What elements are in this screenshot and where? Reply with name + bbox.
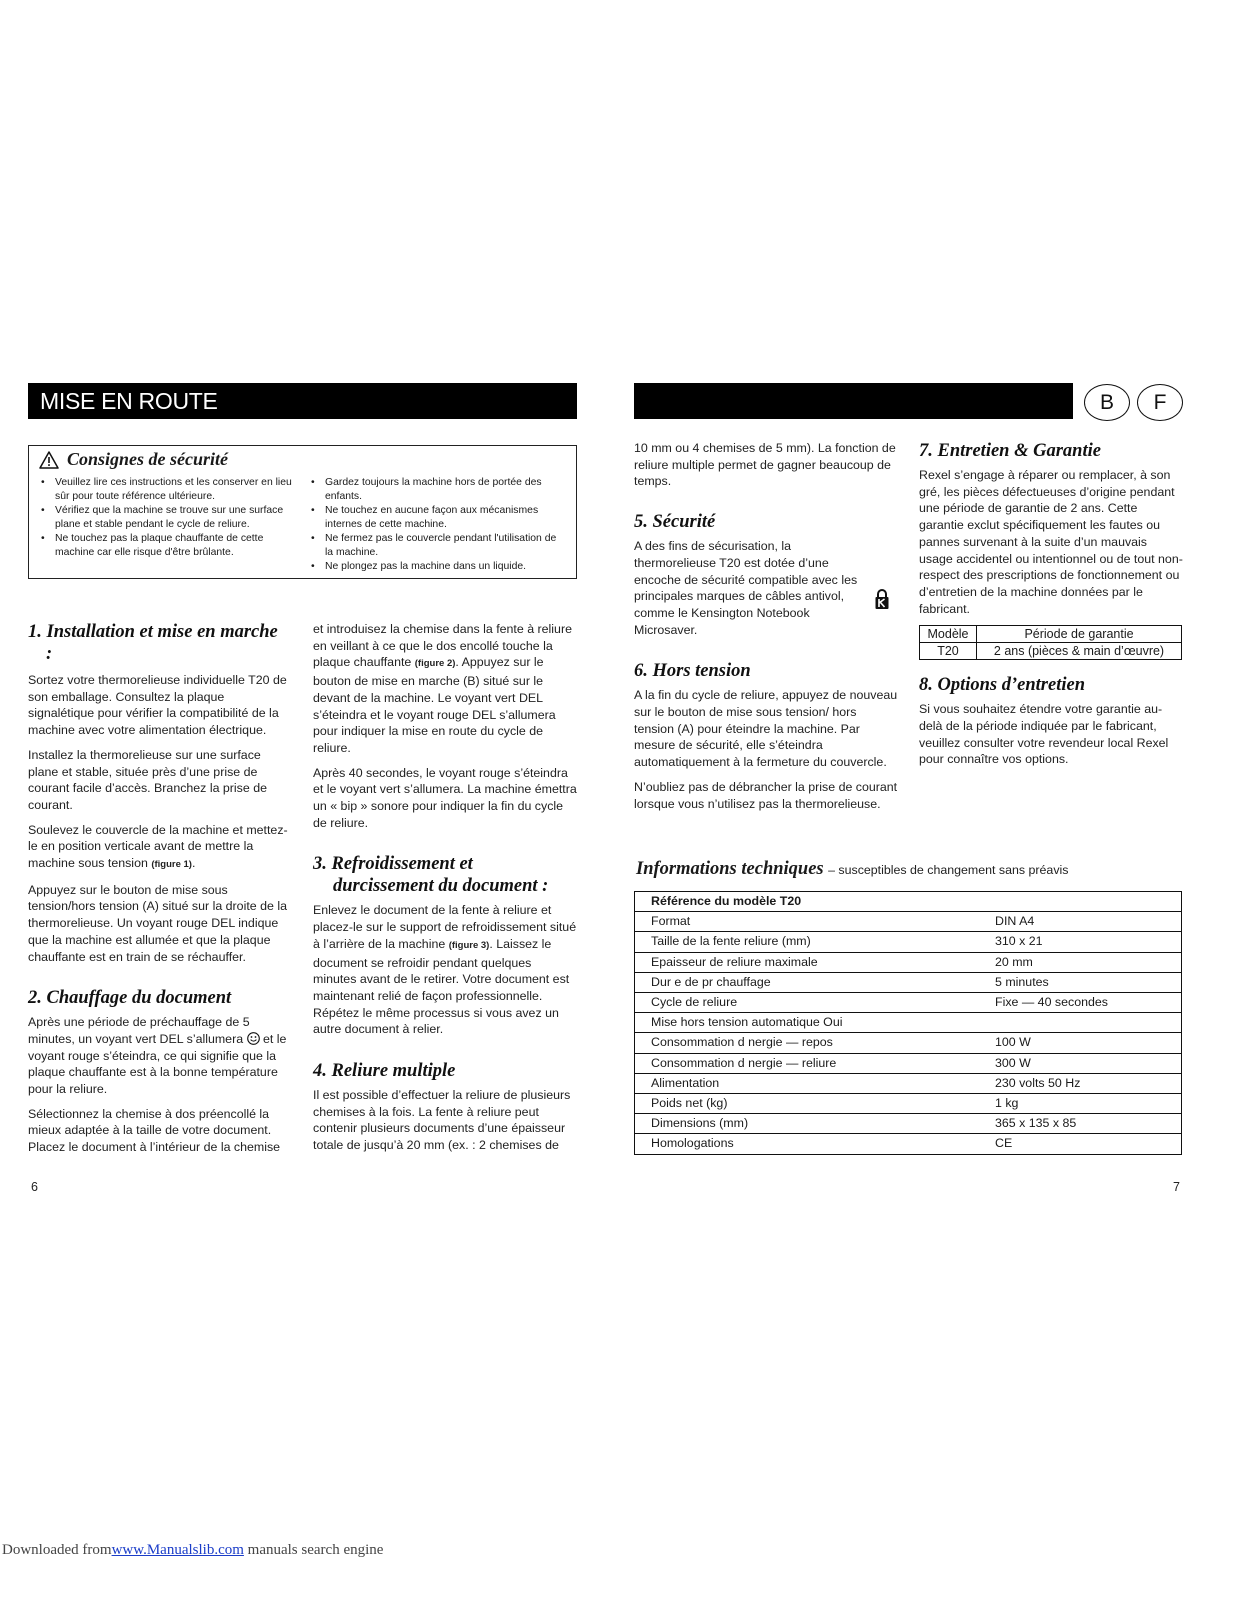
tech-title: Informations techniques — [636, 859, 824, 879]
section-1-title: 1. Installation et mise en marche : — [28, 622, 278, 664]
spec-value: 5 minutes — [995, 972, 1182, 992]
lang-badge-f: F — [1137, 384, 1183, 421]
section-1-paragraph: Installez la thermorelieuse sur une surface plane et stable, située près d’une prise de courant facile d’accès. Branchez la prise de courant. — [28, 747, 267, 812]
table-cell: T20 — [920, 643, 977, 660]
smiley-icon — [247, 1032, 260, 1045]
column-4 — [919, 440, 1184, 776]
spec-label: Homologations — [635, 1134, 996, 1154]
spec-label: Epaisseur de reliure maximale — [635, 952, 996, 972]
section-8-paragraph: Si vous souhaitez étendre votre garantie au-delà de la période indiquée par le fabricant, veuillez consulter votre revendeur local Rexel pour connaître vos options. — [919, 702, 1169, 767]
right-header-bar — [634, 383, 1073, 419]
table-header-cell: Période de garantie — [977, 626, 1182, 643]
spec-label: Cycle de reliure — [635, 993, 996, 1013]
safety-box — [28, 445, 577, 579]
safety-title: Consignes de sécurité — [67, 449, 229, 469]
table-row — [635, 1094, 1182, 1114]
table-row — [920, 626, 1182, 643]
table-row — [635, 1033, 1182, 1053]
spec-label: Dur e de pr chauffage — [635, 972, 996, 992]
list-item: • Ne touchez pas la plaque chauffante de cette machine car elle risque d'être brûlante. — [31, 532, 299, 559]
table-row — [635, 1073, 1182, 1093]
table-row — [920, 643, 1182, 660]
tech-table-header: Référence du modèle T20 — [635, 892, 1182, 912]
tech-heading — [636, 859, 1068, 880]
tech-table-wrap — [634, 891, 1182, 1155]
section-6-paragraph: N’oubliez pas de débrancher la prise de courant lorsque vous n’utilisez pas la thermorelieuse. — [634, 779, 898, 811]
left-header-title: MISE EN ROUTE — [40, 388, 218, 414]
safety-list-right — [301, 476, 563, 575]
table-cell: 2 ans (pièces & main d’œuvre) — [977, 643, 1182, 660]
spec-value: CE — [995, 1134, 1182, 1154]
page-number-left: 6 — [31, 1180, 38, 1194]
spec-label: Consommation d nergie — repos — [635, 1033, 996, 1053]
spec-label: Mise hors tension automatique Oui — [635, 1013, 996, 1033]
table-header-cell: Modèle — [920, 626, 977, 643]
spec-value: 300 W — [995, 1053, 1182, 1073]
section-6-paragraph: A la fin du cycle de reliure, appuyez de nouveau sur le bouton de mise sous tension/ hors tension (A) pour éteindre la machine. Par mesure de sécurité, elle s’éteindra automatiquement à la fermeture du couvercle. — [634, 688, 898, 770]
table-row — [635, 952, 1182, 972]
warranty-table — [919, 625, 1182, 660]
section-1-paragraph: Appuyez sur le bouton de mise sous tension/hors tension (A) situé sur la droite de la thermorelieuse. Un voyant rouge DEL indique que la machine est allumée et que la plaque chauffante est en train de se réchauffer. — [28, 882, 287, 964]
spec-label: Poids net (kg) — [635, 1094, 996, 1114]
section-1-paragraph: Sortez votre thermorelieuse individuelle T20 de son emballage. Consultez la plaque signalétique pour vérifier la compatibilité de la machine avec votre alimentation électrique. — [28, 673, 287, 738]
column-3 — [634, 440, 899, 820]
section-1-paragraph: Soulevez le couvercle de la machine et mettez-le en position verticale avant de mettre la machine sous tension (figure 1). — [28, 822, 288, 871]
table-row — [635, 1134, 1182, 1154]
spec-value: 365 x 135 x 85 — [995, 1114, 1182, 1134]
section-3-title: 3. Refroidissement et durcissement du document : — [313, 854, 549, 897]
section-2-title: 2. Chauffage du document — [28, 988, 232, 1009]
section-7-paragraph: Rexel s’engage à réparer ou remplacer, à son gré, les pièces défectueuses d’origine pendant une période de garantie de 2 ans. Cette garantie exclut spécifiquement les fautes ou pannes survenant à la suite d’un mauvais usage accidentel ou intentionnel ou de tout non-respect des prescriptions de fonctionnement ou d’entretien de la machine données par le fabricant. — [919, 468, 1183, 616]
table-row — [635, 1114, 1182, 1134]
list-item: • Ne touchez en aucune façon aux mécanismes internes de cette machine. — [301, 504, 563, 531]
spec-value: 20 mm — [995, 952, 1182, 972]
column-3-paragraph: 10 mm ou 4 chemises de 5 mm). La fonction de reliure multiple permet de gagner beaucoup de temps. — [634, 441, 896, 489]
section-2-paragraph: Après une période de préchauffage de 5 minutes, un voyant vert DEL s’allumera et le voyant rouge s’éteindra, ce qui signifie que la plaque chauffante est à la bonne température pour la reliure. — [28, 1015, 287, 1097]
safety-list-left — [31, 476, 299, 560]
spec-value — [995, 1013, 1182, 1033]
figure-ref: (figure 3) — [448, 939, 490, 951]
spec-label: Taille de la fente reliure (mm) — [635, 932, 996, 952]
spec-label: Alimentation — [635, 1073, 996, 1093]
spec-label: Format — [635, 912, 996, 932]
page-number-right: 7 — [1173, 1180, 1180, 1194]
table-row — [635, 932, 1182, 952]
spec-label: Consommation d nergie — reliure — [635, 1053, 996, 1073]
list-item: • Vérifiez que la machine se trouve sur une surface plane et stable pendant le cycle de reliure. — [31, 504, 299, 531]
section-5-paragraph: A des fins de sécurisation, la thermorelieuse T20 est dotée d’une encoche de sécurité compatible avec les principales marques de câbles antivol, comme le Kensington Notebook Microsaver. — [634, 539, 858, 637]
list-item: • Gardez toujours la machine hors de portée des enfants. — [301, 476, 563, 503]
spec-value: 230 volts 50 Hz — [995, 1073, 1182, 1093]
spec-value: 100 W — [995, 1033, 1182, 1053]
list-item: • Veuillez lire ces instructions et les conserver en lieu sûr pour toute référence ultérieure. — [31, 476, 299, 503]
spec-value: 1 kg — [995, 1094, 1182, 1114]
table-row — [635, 1053, 1182, 1073]
figure-ref: (figure 2) — [414, 658, 456, 670]
warning-icon — [39, 451, 59, 469]
spec-label: Dimensions (mm) — [635, 1114, 996, 1134]
table-row — [635, 912, 1182, 932]
safety-heading — [39, 449, 228, 470]
spec-value: Fixe — 40 secondes — [995, 993, 1182, 1013]
kensington-lock-icon — [874, 588, 890, 610]
spec-value: DIN A4 — [995, 912, 1182, 932]
download-footer — [2, 1542, 383, 1559]
section-5-title: 5. Sécurité — [634, 512, 716, 533]
figure-ref: (figure 1) — [151, 859, 192, 871]
footer-prefix: Downloaded from — [2, 1542, 112, 1558]
section-7-title: 7. Entretien & Garantie — [919, 441, 1101, 461]
tech-table — [634, 891, 1182, 1155]
footer-suffix: manuals search engine — [247, 1542, 384, 1558]
column-2-paragraph: Après 40 secondes, le voyant rouge s’éteindra et le voyant vert s’allumera. La machine émettra un « bip » sonore pour indiquer la fin du cycle de reliure. — [313, 765, 577, 830]
section-2-paragraph: Sélectionnez la chemise à dos préencollé la mieux adaptée à la taille de votre document. Placez le document à l’intérieur de la chemise — [28, 1106, 281, 1155]
section-4-paragraph: Il est possible d’effectuer la reliure de plusieurs chemises à la fois. La fente à reliure peut contenir plusieurs documents d’une épaisseur totale de jusqu’à 20 mm (ex. : 2 chemises de — [313, 1088, 571, 1153]
column-2-paragraph: et introduisez la chemise dans la fente à reliure en veillant à ce que le dos encollé touche la plaque chauffante (figure 2). Appuyez sur le bouton de mise en marche (B) situé sur le devant de la machine. Le voyant vert DEL s’éteindra et le voyant rouge DEL s’allumera pour indiquer la mise en route du cycle de reliure. — [313, 622, 572, 755]
list-item: • Ne fermez pas le couvercle pendant l'utilisation de la machine. — [301, 532, 563, 559]
table-row — [635, 972, 1182, 992]
left-header-bar — [28, 383, 577, 419]
column-2 — [313, 621, 578, 1162]
section-8-title: 8. Options d’entretien — [919, 675, 1085, 696]
list-item: • Ne plongez pas la machine dans un liquide. — [301, 560, 563, 574]
tech-subtitle: – susceptibles de changement sans préavis — [828, 863, 1069, 877]
spec-value: 310 x 21 — [995, 932, 1182, 952]
column-1 — [28, 621, 293, 1164]
section-3-paragraph: Enlevez le document de la fente à reliure et placez-le sur le support de refroidissement situé à l’arrière de la machine (figure 3). Laissez le document se refroidir pendant quelques minutes avant de le retirer. Votre document est maintenant relié de façon professionnelle. Répétez le même processus si vous avez un autre document à relier. — [313, 903, 577, 1037]
section-4-title: 4. Reliure multiple — [313, 1061, 456, 1082]
table-header-row — [635, 892, 1182, 912]
section-6-title: 6. Hors tension — [634, 661, 751, 682]
table-row — [635, 1013, 1182, 1033]
table-row — [635, 993, 1182, 1013]
lang-badge-b: B — [1084, 384, 1130, 421]
manualslib-link[interactable]: www.Manualslib.com — [111, 1542, 244, 1558]
